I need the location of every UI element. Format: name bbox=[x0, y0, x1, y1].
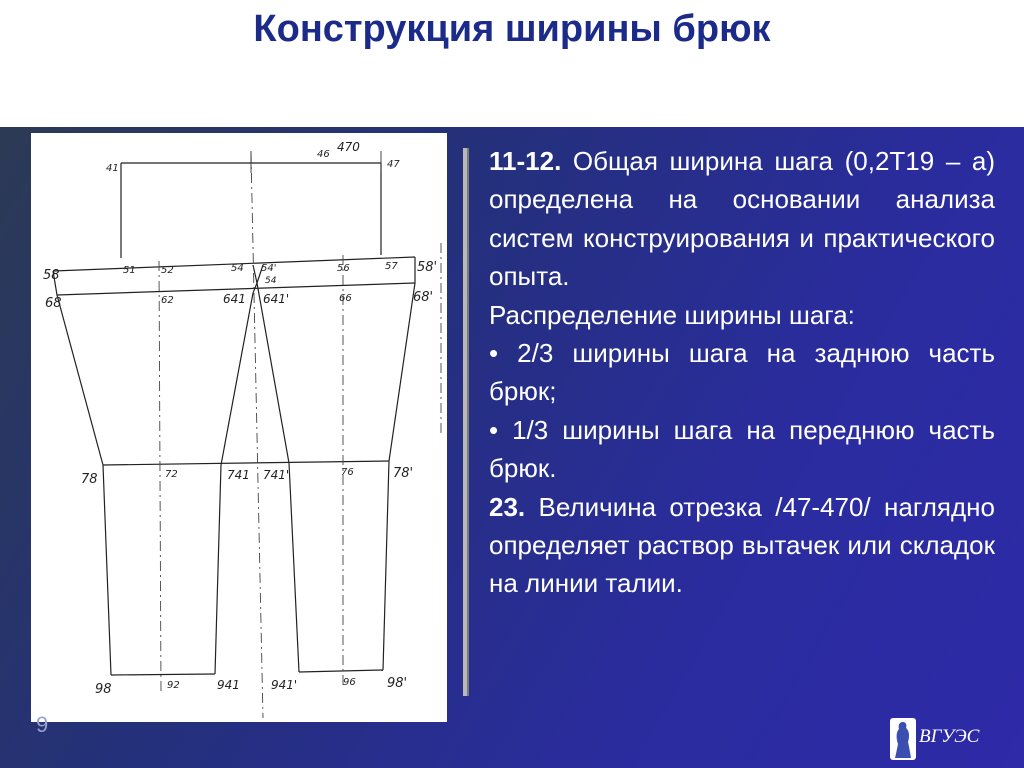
label-76: 76 bbox=[341, 467, 354, 478]
label-54-prime: 54' bbox=[261, 263, 277, 274]
step-23-body: Величина отрезка /47-470/ наглядно определяет раствор вытачек или складок на линии талии. bbox=[489, 491, 995, 599]
label-58: 58 bbox=[43, 268, 60, 283]
label-741-prime: 741' bbox=[263, 468, 290, 482]
label-96: 96 bbox=[343, 677, 356, 688]
label-98-prime: 98' bbox=[387, 676, 408, 691]
logo-text: ВГУЭС bbox=[919, 726, 980, 747]
label-41: 41 bbox=[106, 163, 119, 174]
bullet-front: • 1/3 ширины шага на переднюю часть брюк. bbox=[489, 414, 995, 484]
label-68: 68 bbox=[45, 296, 62, 311]
label-78: 78 bbox=[81, 472, 98, 487]
pattern-drawing bbox=[31, 133, 447, 722]
slide-title: Конструкция ширины брюк bbox=[253, 8, 771, 50]
paragraph-step-23 bbox=[489, 488, 995, 603]
pattern-drawing-svg bbox=[31, 133, 447, 722]
label-741: 741 bbox=[227, 468, 250, 482]
paragraph-step-11-12 bbox=[489, 142, 995, 296]
label-51: 51 bbox=[123, 265, 136, 276]
label-641: 641 bbox=[223, 292, 246, 306]
step-number-23: 23. bbox=[489, 491, 526, 522]
label-78-prime: 78' bbox=[393, 466, 414, 481]
label-46: 46 bbox=[317, 149, 330, 160]
step-11-12-body: Общая ширина шага (0,2Т19 – а) определена на основании анализа систем конструирования и практического опыта. bbox=[489, 146, 995, 292]
label-68-prime: 68' bbox=[413, 290, 434, 305]
page-number: 9 bbox=[36, 712, 49, 737]
label-641-prime: 641' bbox=[263, 292, 290, 306]
label-58-prime: 58' bbox=[417, 260, 438, 275]
logo-figure-icon bbox=[888, 716, 918, 762]
slide-text bbox=[489, 142, 995, 603]
label-470: 470 bbox=[337, 140, 360, 154]
vertical-divider bbox=[463, 148, 469, 696]
paragraph-distribution: Распределение ширины шага: bbox=[489, 299, 855, 330]
label-72: 72 bbox=[165, 469, 178, 480]
label-54-bottom: 54 bbox=[265, 276, 277, 286]
label-941-prime: 941' bbox=[271, 678, 298, 692]
label-62: 62 bbox=[161, 295, 174, 306]
label-66: 66 bbox=[339, 293, 352, 304]
bullet-back: • 2/3 ширины шага на заднюю часть брюк; bbox=[489, 338, 995, 407]
label-54: 54 bbox=[231, 263, 244, 274]
label-57: 57 bbox=[385, 261, 398, 272]
label-98: 98 bbox=[95, 682, 112, 697]
label-52: 52 bbox=[161, 265, 174, 276]
label-47: 47 bbox=[387, 159, 400, 170]
step-number-11-12: 11-12. bbox=[489, 146, 562, 176]
label-941: 941 bbox=[217, 678, 240, 692]
label-92: 92 bbox=[167, 680, 180, 691]
label-56: 56 bbox=[337, 263, 350, 274]
